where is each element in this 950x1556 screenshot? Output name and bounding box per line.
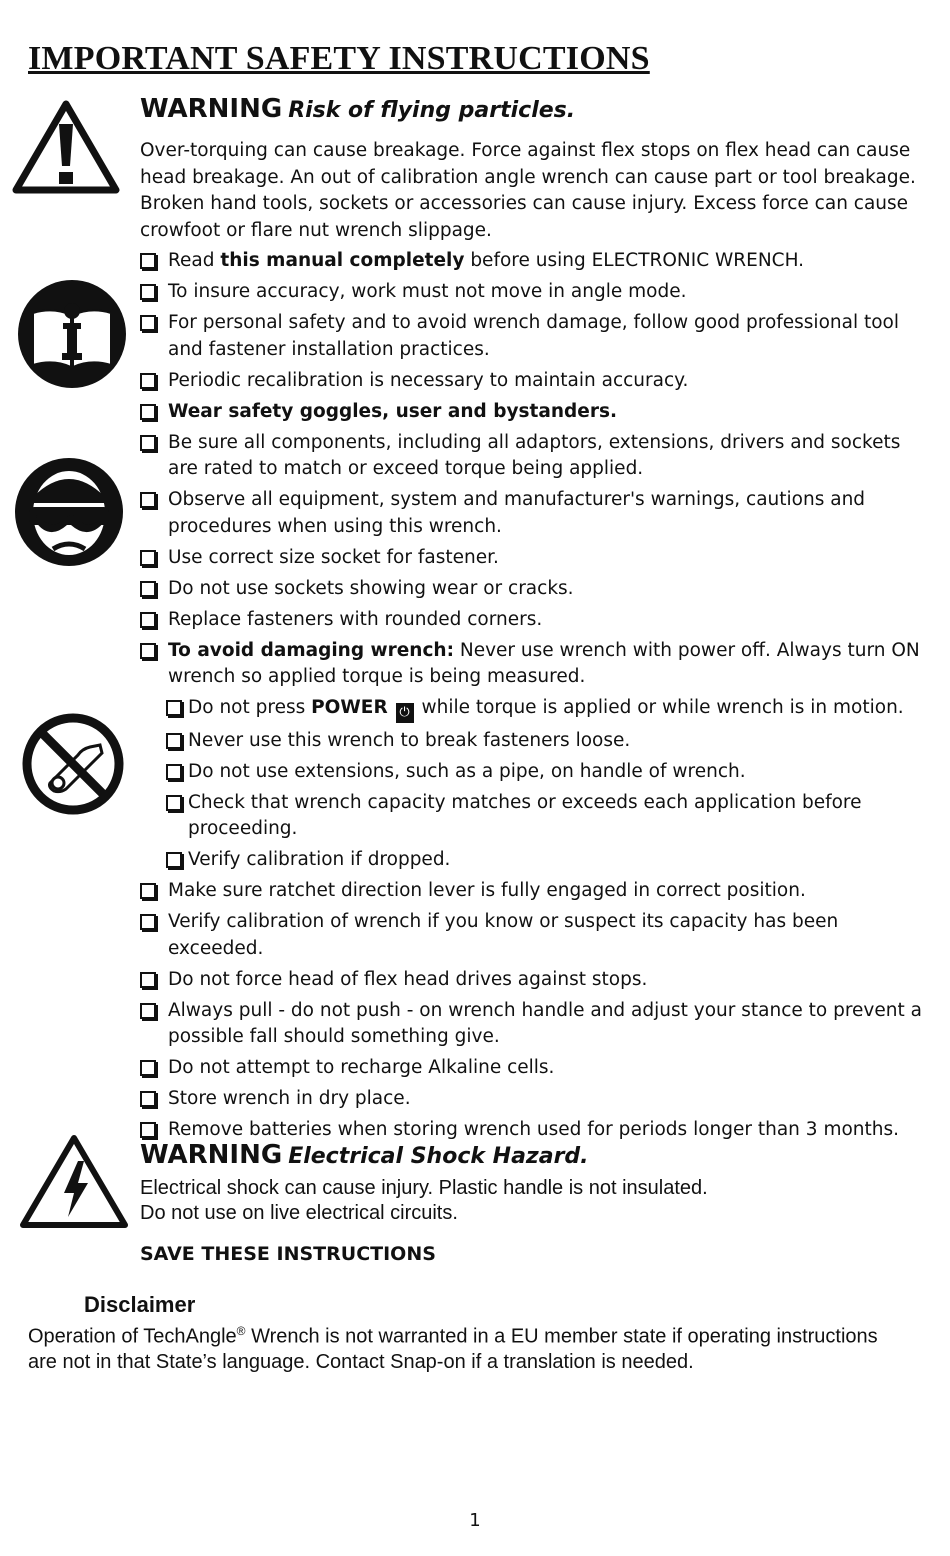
checkbox-icon bbox=[140, 972, 156, 988]
checkbox-icon bbox=[140, 914, 156, 930]
list-item: To insure accuracy, work must not move in angle mode. bbox=[140, 279, 930, 306]
list-item: To avoid damaging wrench: Never use wrench with power off. Always turn ON wrench so applied torque is being measured. bbox=[140, 638, 930, 691]
checkbox-icon bbox=[140, 612, 156, 628]
checkbox-icon bbox=[166, 764, 182, 780]
list-item: Remove batteries when storing wrench used for periods longer than 3 months. bbox=[140, 1117, 930, 1144]
save-instructions: SAVE THESE INSTRUCTIONS bbox=[140, 1243, 436, 1265]
list-item: Observe all equipment, system and manufacturer's warnings, cautions and procedures when using this wrench. bbox=[140, 487, 930, 540]
warning-flying-particles-heading bbox=[140, 94, 575, 124]
checkbox-icon bbox=[140, 1003, 156, 1019]
electrical-hazard-icon bbox=[18, 1133, 130, 1231]
disclaimer-title: Disclaimer bbox=[84, 1292, 196, 1317]
list-item: Use correct size socket for fastener. bbox=[140, 545, 930, 572]
sub-list-item: Do not press POWER ⏻ while torque is applied or while wrench is in motion. bbox=[166, 695, 930, 723]
list-item: Be sure all components, including all adaptors, extensions, drivers and sockets are rated to match or exceed torque being applied. bbox=[140, 430, 930, 483]
warning-label: WARNING bbox=[140, 1140, 283, 1170]
no-breaker-bar-icon bbox=[20, 711, 126, 817]
checkbox-icon bbox=[140, 253, 156, 269]
checkbox-icon bbox=[140, 581, 156, 597]
list-item: Wear safety goggles, user and bystanders. bbox=[140, 399, 930, 426]
list-item: For personal safety and to avoid wrench damage, follow good professional tool and fastener installation practices. bbox=[140, 310, 930, 363]
warning-label: WARNING bbox=[140, 94, 283, 124]
checkbox-icon bbox=[140, 1122, 156, 1138]
warning-electrical-heading bbox=[140, 1140, 589, 1170]
checkbox-icon bbox=[166, 733, 182, 749]
list-item: Replace fasteners with rounded corners. bbox=[140, 607, 930, 634]
checkbox-icon bbox=[140, 404, 156, 420]
checkbox-icon bbox=[140, 1091, 156, 1107]
warning-electrical-text: Electrical shock can cause injury. Plastic handle is not insulated. Do not use on live electrical circuits. bbox=[140, 1177, 708, 1224]
power-icon: ⏻ bbox=[396, 703, 414, 723]
list-item: Do not use sockets showing wear or cracks. bbox=[140, 576, 930, 603]
warning-triangle-icon bbox=[12, 100, 120, 196]
checkbox-icon bbox=[140, 284, 156, 300]
checkbox-icon bbox=[140, 435, 156, 451]
sub-list-item: Never use this wrench to break fasteners loose. bbox=[166, 728, 930, 755]
page-title: IMPORTANT SAFETY INSTRUCTIONS bbox=[28, 40, 650, 77]
warning-subtitle: Risk of flying particles. bbox=[288, 98, 576, 123]
read-manual-icon bbox=[17, 279, 127, 389]
checkbox-icon bbox=[140, 315, 156, 331]
list-item: Verify calibration of wrench if you know or suspect its capacity has been exceeded. bbox=[140, 909, 930, 962]
sub-list-item: Do not use extensions, such as a pipe, on handle of wrench. bbox=[166, 759, 930, 786]
safety-checklist bbox=[140, 248, 930, 1148]
checkbox-icon bbox=[140, 550, 156, 566]
list-item: Make sure ratchet direction lever is fully engaged in correct position. bbox=[140, 878, 930, 905]
list-item: Do not force head of flex head drives against stops. bbox=[140, 967, 930, 994]
checkbox-icon bbox=[166, 795, 182, 811]
list-item: Read this manual completely before using ELECTRONIC WRENCH. bbox=[140, 248, 930, 275]
checkbox-icon bbox=[140, 643, 156, 659]
sub-list-item: Verify calibration if dropped. bbox=[166, 847, 930, 874]
checkbox-icon bbox=[140, 492, 156, 508]
checkbox-icon bbox=[140, 1060, 156, 1076]
checkbox-icon bbox=[166, 852, 182, 868]
checkbox-icon bbox=[140, 883, 156, 899]
page-number: 1 bbox=[469, 1510, 481, 1531]
warning-subtitle: Electrical Shock Hazard. bbox=[288, 1144, 589, 1169]
list-item: Do not attempt to recharge Alkaline cells. bbox=[140, 1055, 930, 1082]
list-item: Periodic recalibration is necessary to maintain accuracy. bbox=[140, 368, 930, 395]
disclaimer-text: Operation of TechAngle® Wrench is not warranted in a EU member state if operating instructions are not in that State’s language. Contact Snap-on if a translation is needed. bbox=[28, 1324, 878, 1373]
checkbox-icon bbox=[140, 373, 156, 389]
checkbox-icon bbox=[166, 700, 182, 716]
list-item: Store wrench in dry place. bbox=[140, 1086, 930, 1113]
warning-flying-particles-text: Over-torquing can cause breakage. Force against flex stops on flex head can cause head breakage. An out of calibration angle wrench can cause part or tool breakage. Broken hand tools, sockets or accessories can cause injury. Excess force can cause crowfoot or flare nut wrench slippage. bbox=[140, 140, 916, 241]
list-item: Always pull - do not push - on wrench handle and adjust your stance to prevent a possible fall should something give. bbox=[140, 998, 930, 1051]
sub-list-item: Check that wrench capacity matches or exceeds each application before proceeding. bbox=[166, 790, 930, 843]
safety-goggles-icon bbox=[13, 457, 125, 567]
